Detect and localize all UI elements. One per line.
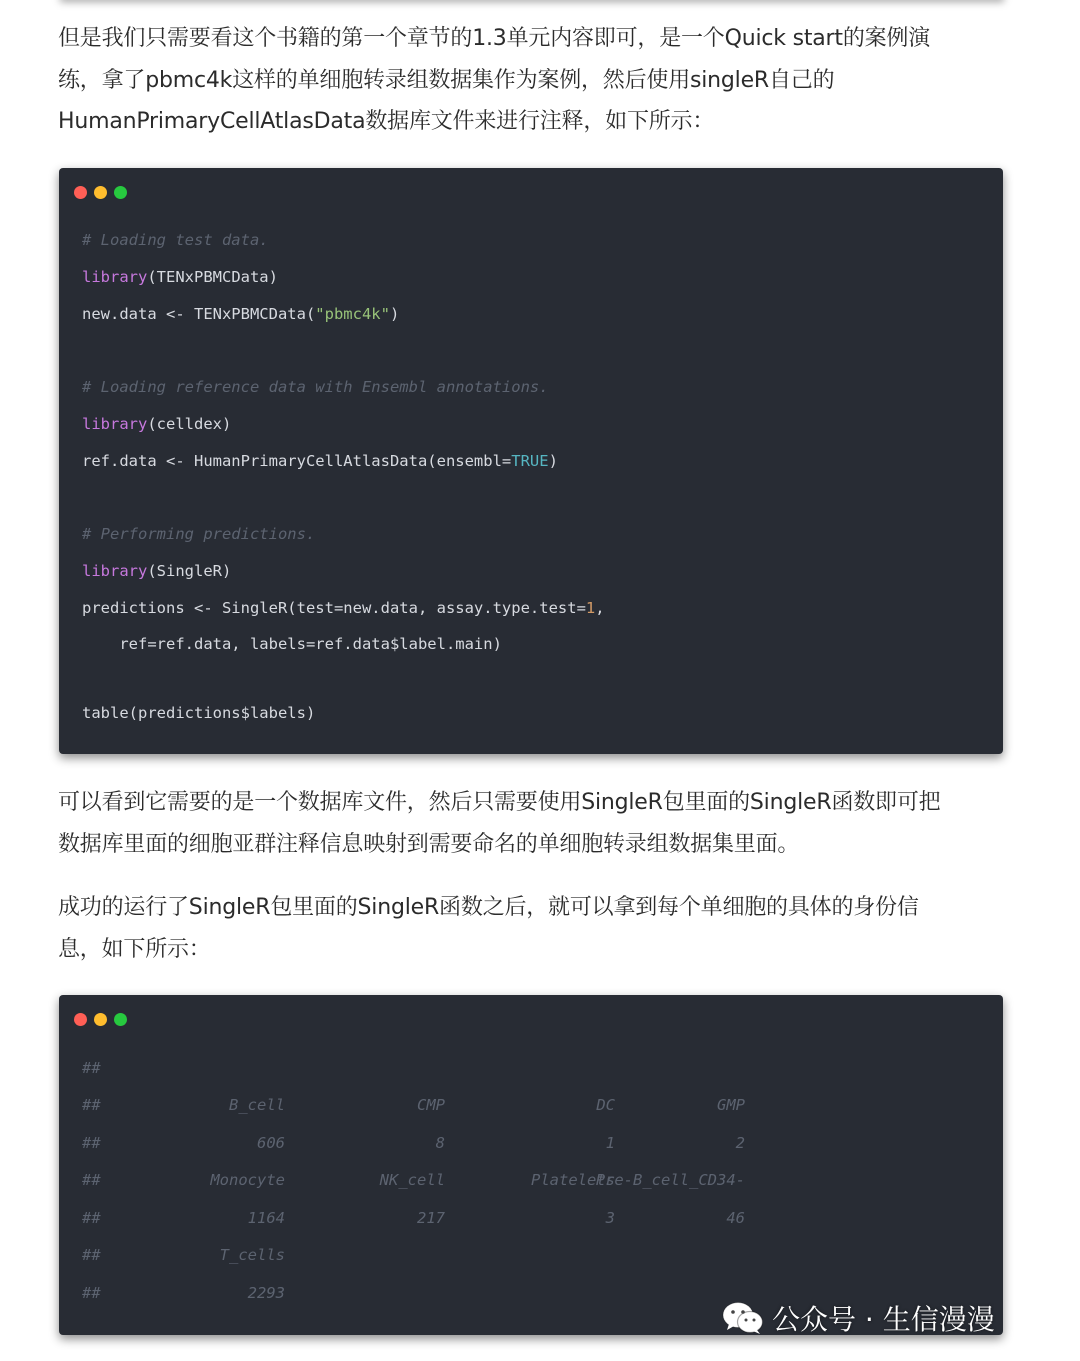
output-cell: 217: [417, 1209, 445, 1227]
code-line: [82, 599, 605, 617]
code-text: ): [548, 452, 558, 470]
minimize-dot-icon: [94, 1013, 107, 1026]
output-cell: T_cells: [219, 1246, 285, 1264]
code-block-input: [59, 168, 1003, 754]
code-line: [82, 562, 231, 580]
output-row: [82, 1246, 982, 1266]
output-prefix: ##: [82, 1134, 101, 1152]
watermark: [722, 1298, 995, 1338]
minimize-dot-icon: [94, 186, 107, 199]
output-prefix: ##: [82, 1209, 101, 1227]
output-row: [82, 1096, 982, 1116]
text-line: 练，拿了pbmc4k这样的单细胞转录组数据集作为案例，然后使用singleR自己的: [58, 67, 835, 93]
output-prefix: ##: [82, 1284, 101, 1302]
wechat-icon: [722, 1301, 764, 1335]
close-dot-icon: [74, 186, 87, 199]
code-line: ref=ref.data, labels=ref.data$label.main): [82, 635, 502, 653]
output-prefix: ##: [82, 1096, 101, 1114]
output-row: [82, 1171, 982, 1191]
code-line: [82, 452, 558, 470]
code-keyword: library: [82, 562, 148, 580]
code-line: [82, 415, 231, 433]
output-cell: Platelets: [531, 1171, 615, 1189]
output-row: [82, 1134, 982, 1154]
text-line: 数据库里面的细胞亚群注释信息映射到需要命名的单细胞转录组数据集里面。: [58, 831, 800, 857]
output-cell: 8: [435, 1134, 445, 1152]
paragraph-explanation: [58, 782, 1008, 865]
maximize-dot-icon: [114, 1013, 127, 1026]
paragraph-result: [58, 887, 1008, 970]
output-cell: Monocyte: [210, 1171, 285, 1189]
output-cell: 3: [605, 1209, 615, 1227]
paragraph-intro: [58, 18, 1008, 143]
output-cell: 46: [726, 1209, 745, 1227]
watermark-text: 公众号 · 生信漫漫: [772, 1303, 995, 1336]
close-dot-icon: [74, 1013, 87, 1026]
text-line: 可以看到它需要的是一个数据库文件，然后只需要使用SingleR包里面的SingleR函数即可把: [58, 790, 941, 815]
output-cell: B_cell: [229, 1096, 285, 1114]
code-text: (SingleR): [147, 562, 232, 580]
output-prefix: ##: [82, 1246, 101, 1264]
code-comment: # Loading reference data with Ensembl annotations.: [82, 378, 549, 396]
code-line: [82, 305, 399, 323]
output-cell: DC: [596, 1096, 615, 1114]
code-text: ref.data <- HumanPrimaryCellAtlasData(ensembl=: [82, 452, 512, 470]
output-prefix: ##: [82, 1171, 101, 1189]
maximize-dot-icon: [114, 186, 127, 199]
code-text: (celldex): [147, 415, 232, 433]
code-text: (TENxPBMCData): [147, 268, 278, 286]
output-cell: Pre-B_cell_CD34-: [595, 1171, 745, 1189]
code-comment: # Loading test data.: [82, 231, 269, 249]
text-line: 成功的运行了SingleR包里面的SingleR函数之后，就可以拿到每个单细胞的具体的身份信: [58, 895, 919, 920]
code-keyword: library: [82, 268, 148, 286]
output-cell: 1: [605, 1134, 615, 1152]
output-cell: NK_cell: [379, 1171, 445, 1189]
output-prefix: ##: [82, 1059, 101, 1077]
window-controls: [74, 184, 134, 197]
code-string: "pbmc4k": [315, 305, 390, 323]
code-constant: TRUE: [511, 452, 549, 470]
text-line: 息，如下所示：: [58, 936, 211, 962]
output-cell: 2: [735, 1134, 745, 1152]
code-text: predictions <- SingleR(test=new.data, assay.type.test=: [82, 599, 586, 617]
code-number: 1: [585, 599, 596, 617]
code-keyword: library: [82, 415, 148, 433]
output-row: [82, 1059, 982, 1079]
text-line: HumanPrimaryCellAtlasData数据库文件来进行注释，如下所示：: [58, 109, 715, 134]
code-text: new.data <- TENxPBMCData(: [82, 305, 316, 323]
code-block-output: [59, 995, 1003, 1335]
output-cell: GMP: [717, 1096, 745, 1114]
output-cell: 1164: [247, 1209, 285, 1227]
code-text: ,: [595, 599, 605, 617]
text-line: 但是我们只需要看这个书籍的第一个章节的1.3单元内容即可，是一个Quick start的案例演: [58, 26, 931, 51]
code-line: table(predictions$labels): [82, 704, 316, 722]
window-controls: [74, 1011, 134, 1024]
output-row: [82, 1209, 982, 1229]
output-cell: CMP: [417, 1096, 445, 1114]
output-cell: 606: [257, 1134, 285, 1152]
code-line: [82, 268, 278, 286]
code-text: ): [389, 305, 400, 323]
code-comment: # Performing predictions.: [82, 525, 316, 543]
output-cell: 2293: [247, 1284, 285, 1302]
